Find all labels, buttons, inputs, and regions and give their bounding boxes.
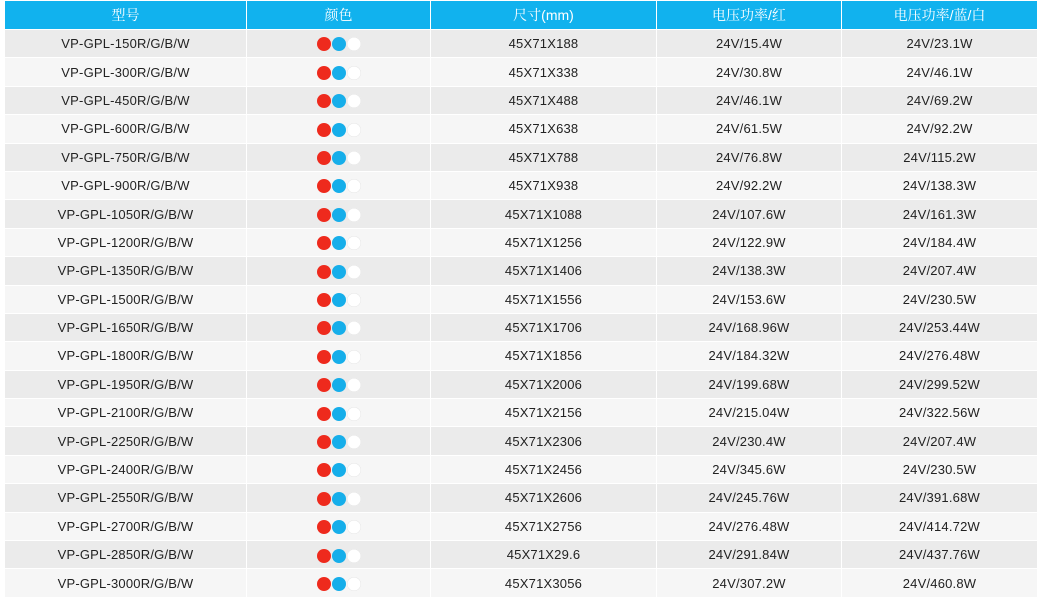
blue-dot-icon — [332, 435, 346, 449]
model-cell: VP-GPL-1650R/G/B/W — [5, 313, 247, 341]
power-blue-white-cell: 24V/322.56W — [842, 398, 1037, 426]
size-cell: 45X71X2006 — [431, 370, 657, 398]
blue-dot-icon — [332, 37, 346, 51]
red-dot-icon — [317, 179, 331, 193]
red-dot-icon — [317, 66, 331, 80]
power-blue-white-cell: 24V/161.3W — [842, 199, 1037, 227]
white-dot-icon — [347, 435, 361, 449]
red-dot-icon — [317, 265, 331, 279]
color-cell — [247, 455, 431, 483]
power-blue-white-cell: 24V/207.4W — [842, 256, 1037, 284]
blue-dot-icon — [332, 236, 346, 250]
white-dot-icon — [347, 549, 361, 563]
color-swatches — [317, 520, 361, 534]
red-dot-icon — [317, 577, 331, 591]
red-dot-icon — [317, 321, 331, 335]
white-dot-icon — [347, 179, 361, 193]
red-dot-icon — [317, 94, 331, 108]
blue-dot-icon — [332, 179, 346, 193]
color-swatches — [317, 151, 361, 165]
blue-dot-icon — [332, 208, 346, 222]
power-red-cell: 24V/107.6W — [657, 199, 842, 227]
color-swatches — [317, 407, 361, 421]
blue-dot-icon — [332, 350, 346, 364]
white-dot-icon — [347, 293, 361, 307]
header-row — [5, 1, 1037, 29]
size-cell: 45X71X938 — [431, 171, 657, 199]
color-swatches — [317, 321, 361, 335]
color-swatches — [317, 549, 361, 563]
size-cell: 45X71X188 — [431, 29, 657, 57]
size-cell: 45X71X1556 — [431, 285, 657, 313]
table-row — [5, 370, 1037, 398]
power-red-cell: 24V/15.4W — [657, 29, 842, 57]
color-cell — [247, 341, 431, 369]
color-cell — [247, 540, 431, 568]
color-swatches — [317, 94, 361, 108]
power-blue-white-cell: 24V/69.2W — [842, 86, 1037, 114]
white-dot-icon — [347, 123, 361, 137]
size-cell: 45X71X1406 — [431, 256, 657, 284]
white-dot-icon — [347, 407, 361, 421]
white-dot-icon — [347, 350, 361, 364]
table-row — [5, 512, 1037, 540]
power-blue-white-cell: 24V/92.2W — [842, 114, 1037, 142]
power-blue-white-cell: 24V/230.5W — [842, 285, 1037, 313]
color-swatches — [317, 236, 361, 250]
color-cell — [247, 285, 431, 313]
model-cell: VP-GPL-1050R/G/B/W — [5, 199, 247, 227]
color-swatches — [317, 378, 361, 392]
size-cell: 45X71X2306 — [431, 426, 657, 454]
blue-dot-icon — [332, 463, 346, 477]
size-cell: 45X71X2156 — [431, 398, 657, 426]
model-cell: VP-GPL-300R/G/B/W — [5, 57, 247, 85]
model-cell: VP-GPL-900R/G/B/W — [5, 171, 247, 199]
blue-dot-icon — [332, 549, 346, 563]
blue-dot-icon — [332, 520, 346, 534]
blue-dot-icon — [332, 321, 346, 335]
red-dot-icon — [317, 37, 331, 51]
table-row — [5, 341, 1037, 369]
table-row — [5, 86, 1037, 114]
model-cell: VP-GPL-1350R/G/B/W — [5, 256, 247, 284]
header-power-red: 电压功率/红 — [657, 1, 842, 29]
size-cell: 45X71X488 — [431, 86, 657, 114]
red-dot-icon — [317, 520, 331, 534]
blue-dot-icon — [332, 151, 346, 165]
size-cell: 45X71X3056 — [431, 568, 657, 596]
power-red-cell: 24V/276.48W — [657, 512, 842, 540]
power-red-cell: 24V/345.6W — [657, 455, 842, 483]
power-red-cell: 24V/230.4W — [657, 426, 842, 454]
color-cell — [247, 86, 431, 114]
power-red-cell: 24V/245.76W — [657, 483, 842, 511]
table-row — [5, 285, 1037, 313]
table-row — [5, 29, 1037, 57]
color-cell — [247, 313, 431, 341]
size-cell: 45X71X788 — [431, 143, 657, 171]
model-cell: VP-GPL-2850R/G/B/W — [5, 540, 247, 568]
model-cell: VP-GPL-2400R/G/B/W — [5, 455, 247, 483]
size-cell: 45X71X638 — [431, 114, 657, 142]
model-cell: VP-GPL-3000R/G/B/W — [5, 568, 247, 596]
power-blue-white-cell: 24V/184.4W — [842, 228, 1037, 256]
color-cell — [247, 426, 431, 454]
header-power-blue-white: 电压功率/蓝/白 — [842, 1, 1037, 29]
red-dot-icon — [317, 293, 331, 307]
color-cell — [247, 398, 431, 426]
color-swatches — [317, 265, 361, 279]
white-dot-icon — [347, 151, 361, 165]
header-size: 尺寸(mm) — [431, 1, 657, 29]
color-cell — [247, 143, 431, 171]
table-row — [5, 483, 1037, 511]
power-red-cell: 24V/168.96W — [657, 313, 842, 341]
model-cell: VP-GPL-2550R/G/B/W — [5, 483, 247, 511]
size-cell: 45X71X1706 — [431, 313, 657, 341]
red-dot-icon — [317, 549, 331, 563]
size-cell: 45X71X1088 — [431, 199, 657, 227]
white-dot-icon — [347, 321, 361, 335]
red-dot-icon — [317, 435, 331, 449]
model-cell: VP-GPL-1200R/G/B/W — [5, 228, 247, 256]
model-cell: VP-GPL-2700R/G/B/W — [5, 512, 247, 540]
color-swatches — [317, 435, 361, 449]
white-dot-icon — [347, 208, 361, 222]
blue-dot-icon — [332, 577, 346, 591]
white-dot-icon — [347, 463, 361, 477]
header-model: 型号 — [5, 1, 247, 29]
table-row — [5, 114, 1037, 142]
color-swatches — [317, 37, 361, 51]
table-row — [5, 228, 1037, 256]
table-body — [5, 29, 1037, 597]
power-red-cell: 24V/46.1W — [657, 86, 842, 114]
size-cell: 45X71X2456 — [431, 455, 657, 483]
power-red-cell: 24V/291.84W — [657, 540, 842, 568]
white-dot-icon — [347, 66, 361, 80]
size-cell: 45X71X2606 — [431, 483, 657, 511]
red-dot-icon — [317, 407, 331, 421]
blue-dot-icon — [332, 123, 346, 137]
table-header — [5, 1, 1037, 29]
power-red-cell: 24V/122.9W — [657, 228, 842, 256]
color-swatches — [317, 463, 361, 477]
white-dot-icon — [347, 37, 361, 51]
red-dot-icon — [317, 378, 331, 392]
color-cell — [247, 199, 431, 227]
size-cell: 45X71X29.6 — [431, 540, 657, 568]
color-swatches — [317, 179, 361, 193]
power-red-cell: 24V/153.6W — [657, 285, 842, 313]
table-row — [5, 455, 1037, 483]
color-cell — [247, 228, 431, 256]
white-dot-icon — [347, 265, 361, 279]
power-blue-white-cell: 24V/391.68W — [842, 483, 1037, 511]
table-row — [5, 256, 1037, 284]
blue-dot-icon — [332, 492, 346, 506]
blue-dot-icon — [332, 265, 346, 279]
red-dot-icon — [317, 350, 331, 364]
power-red-cell: 24V/76.8W — [657, 143, 842, 171]
table-row — [5, 57, 1037, 85]
power-blue-white-cell: 24V/46.1W — [842, 57, 1037, 85]
white-dot-icon — [347, 94, 361, 108]
blue-dot-icon — [332, 66, 346, 80]
blue-dot-icon — [332, 293, 346, 307]
color-cell — [247, 512, 431, 540]
blue-dot-icon — [332, 378, 346, 392]
color-swatches — [317, 208, 361, 222]
power-blue-white-cell: 24V/276.48W — [842, 341, 1037, 369]
power-blue-white-cell: 24V/207.4W — [842, 426, 1037, 454]
model-cell: VP-GPL-600R/G/B/W — [5, 114, 247, 142]
table-row — [5, 143, 1037, 171]
red-dot-icon — [317, 492, 331, 506]
power-red-cell: 24V/30.8W — [657, 57, 842, 85]
power-red-cell: 24V/199.68W — [657, 370, 842, 398]
white-dot-icon — [347, 236, 361, 250]
color-cell — [247, 57, 431, 85]
power-red-cell: 24V/184.32W — [657, 341, 842, 369]
red-dot-icon — [317, 463, 331, 477]
color-cell — [247, 256, 431, 284]
white-dot-icon — [347, 577, 361, 591]
blue-dot-icon — [332, 94, 346, 108]
color-swatches — [317, 350, 361, 364]
model-cell: VP-GPL-150R/G/B/W — [5, 29, 247, 57]
model-cell: VP-GPL-2250R/G/B/W — [5, 426, 247, 454]
size-cell: 45X71X1856 — [431, 341, 657, 369]
power-blue-white-cell: 24V/437.76W — [842, 540, 1037, 568]
red-dot-icon — [317, 123, 331, 137]
power-blue-white-cell: 24V/230.5W — [842, 455, 1037, 483]
power-blue-white-cell: 24V/23.1W — [842, 29, 1037, 57]
color-swatches — [317, 123, 361, 137]
table-row — [5, 171, 1037, 199]
table-row — [5, 568, 1037, 596]
color-swatches — [317, 577, 361, 591]
power-red-cell: 24V/215.04W — [657, 398, 842, 426]
size-cell: 45X71X1256 — [431, 228, 657, 256]
model-cell: VP-GPL-1500R/G/B/W — [5, 285, 247, 313]
color-cell — [247, 114, 431, 142]
white-dot-icon — [347, 378, 361, 392]
red-dot-icon — [317, 151, 331, 165]
color-cell — [247, 370, 431, 398]
model-cell: VP-GPL-1950R/G/B/W — [5, 370, 247, 398]
model-cell: VP-GPL-2100R/G/B/W — [5, 398, 247, 426]
table-row — [5, 313, 1037, 341]
spec-table — [5, 1, 1037, 597]
white-dot-icon — [347, 520, 361, 534]
power-blue-white-cell: 24V/115.2W — [842, 143, 1037, 171]
power-blue-white-cell: 24V/253.44W — [842, 313, 1037, 341]
color-cell — [247, 29, 431, 57]
white-dot-icon — [347, 492, 361, 506]
table-row — [5, 426, 1037, 454]
color-cell — [247, 483, 431, 511]
power-red-cell: 24V/61.5W — [657, 114, 842, 142]
power-blue-white-cell: 24V/414.72W — [842, 512, 1037, 540]
power-blue-white-cell: 24V/299.52W — [842, 370, 1037, 398]
model-cell: VP-GPL-1800R/G/B/W — [5, 341, 247, 369]
power-blue-white-cell: 24V/138.3W — [842, 171, 1037, 199]
table-row — [5, 540, 1037, 568]
header-color: 颜色 — [247, 1, 431, 29]
size-cell: 45X71X2756 — [431, 512, 657, 540]
color-swatches — [317, 293, 361, 307]
model-cell: VP-GPL-450R/G/B/W — [5, 86, 247, 114]
size-cell: 45X71X338 — [431, 57, 657, 85]
red-dot-icon — [317, 208, 331, 222]
red-dot-icon — [317, 236, 331, 250]
color-cell — [247, 171, 431, 199]
table-row — [5, 199, 1037, 227]
table-row — [5, 398, 1037, 426]
power-blue-white-cell: 24V/460.8W — [842, 568, 1037, 596]
model-cell: VP-GPL-750R/G/B/W — [5, 143, 247, 171]
power-red-cell: 24V/138.3W — [657, 256, 842, 284]
color-swatches — [317, 492, 361, 506]
color-swatches — [317, 66, 361, 80]
blue-dot-icon — [332, 407, 346, 421]
power-red-cell: 24V/92.2W — [657, 171, 842, 199]
power-red-cell: 24V/307.2W — [657, 568, 842, 596]
color-cell — [247, 568, 431, 596]
